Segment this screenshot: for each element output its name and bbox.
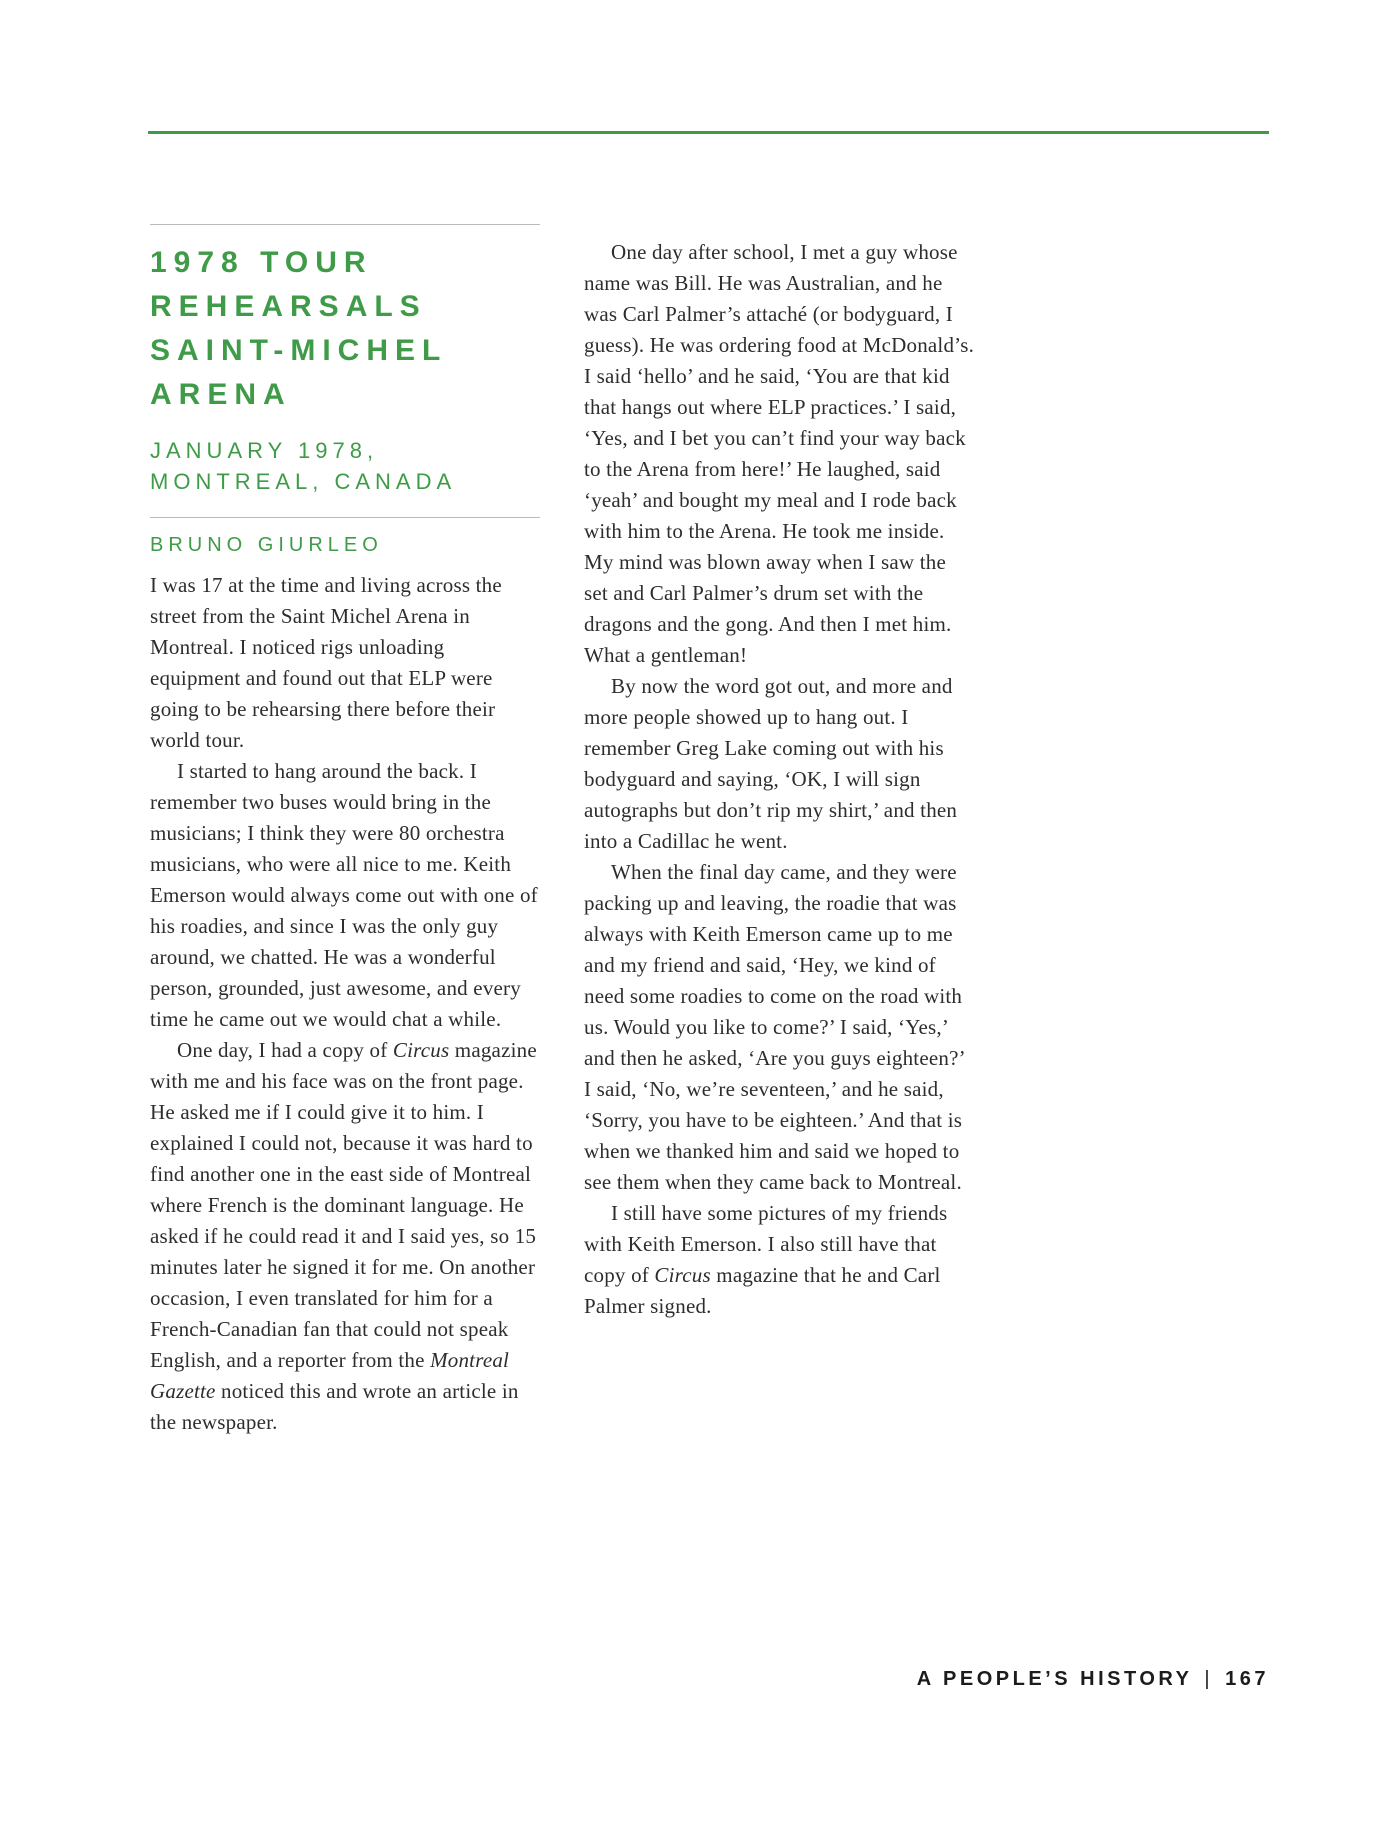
- text-run: I started to hang around the back. I remember two buses would bring in the musicians; I think they were 80 orchestra musicians, who were all nice to me. Keith Emerson would always come out with one of his roadies, and since I was the only guy around, we chatted. He was a wonderful person, grounded, just awesome, and every time he came out we would chat a while.: [150, 759, 538, 1031]
- top-green-rule: [148, 131, 1269, 134]
- article-body: [150, 224, 974, 1438]
- article-header: [150, 224, 540, 557]
- text-run: I still have some pictures of my friends with Keith Emerson. I also still have that copy of: [584, 1201, 948, 1287]
- italic-text: Circus: [654, 1263, 711, 1287]
- title-line: 1978 TOUR: [150, 246, 373, 279]
- title-line: ARENA: [150, 378, 292, 411]
- left-paragraphs: [150, 570, 540, 1438]
- body-paragraph: [584, 1198, 974, 1322]
- date-line: JANUARY 1978,: [150, 438, 379, 463]
- body-paragraph: [584, 671, 974, 857]
- right-column: [584, 237, 974, 1322]
- left-column: [150, 224, 540, 1438]
- body-paragraph: [584, 857, 974, 1198]
- italic-text: Montreal Gazette: [150, 1348, 510, 1403]
- text-run: One day, I had a copy of: [177, 1038, 393, 1062]
- text-run: magazine with me and his face was on the front page. He asked me if I could give it to him. I explained I could not, because it was hard to find another one in the east side of Montreal where French is the dominant language. He asked if he could read it and I said yes, so 15 minutes later he signed it for me. On another occasion, I even translated for him for a French-Canadian fan that could not speak English, and a reporter from the: [150, 1038, 537, 1372]
- date-line: MONTREAL, CANADA: [150, 469, 457, 494]
- footer-separator: |: [1204, 1668, 1214, 1690]
- dateline: [150, 435, 540, 518]
- text-run: By now the word got out, and more and more people showed up to hang out. I remember Greg Lake coming out with his bodyguard and saying, ‘OK, I will sign autographs but don’t rip my shirt,’ and then into a Cadillac he went.: [584, 674, 958, 853]
- body-paragraph: [584, 237, 974, 671]
- body-paragraph: [150, 756, 540, 1035]
- page-number: 167: [1225, 1668, 1269, 1690]
- text-run: When the final day came, and they were packing up and leaving, the roadie that was always with Keith Emerson came up to me and my friend and said, ‘Hey, we kind of need some roadies to come on the road with us. Would you like to come?’ I said, ‘Yes,’ and then he asked, ‘Are you guys eighteen?’ I said, ‘No, we’re seventeen,’ and he said, ‘Sorry, you have to be eighteen.’ And that is when we thanked him and said we hoped to see them when they came back to Montreal.: [584, 860, 965, 1194]
- article-title: [150, 224, 540, 417]
- body-paragraph: [150, 1035, 540, 1438]
- title-line: REHEARSALS: [150, 290, 427, 323]
- footer-label: A PEOPLE’S HISTORY: [916, 1668, 1193, 1690]
- text-run: noticed this and wrote an article in the newspaper.: [150, 1379, 519, 1434]
- body-paragraph: [150, 570, 540, 756]
- text-run: I was 17 at the time and living across the street from the Saint Michel Arena in Montreal. I noticed rigs unloading equipment and found out that ELP were going to be rehearsing there before their world tour.: [150, 573, 502, 752]
- text-run: One day after school, I met a guy whose name was Bill. He was Australian, and he was Carl Palmer’s attaché (or bodyguard, I guess). He was ordering food at McDonald’s. I said ‘hello’ and he said, ‘You are that kid that hangs out where ELP practices.’ I said, ‘Yes, and I bet you can’t find your way back to the Arena from here!’ He laughed, said ‘yeah’ and bought my meal and I rode back with him to the Arena. He took me inside. My mind was blown away when I saw the set and Carl Palmer’s drum set with the dragons and the gong. And then I met him. What a gentleman!: [584, 240, 975, 667]
- byline: BRUNO GIURLEO: [150, 534, 383, 556]
- italic-text: Circus: [392, 1038, 450, 1062]
- title-line: SAINT-MICHEL: [150, 334, 448, 367]
- page-footer: [917, 1668, 1269, 1691]
- text-run: magazine that he and Carl Palmer signed.: [584, 1263, 941, 1318]
